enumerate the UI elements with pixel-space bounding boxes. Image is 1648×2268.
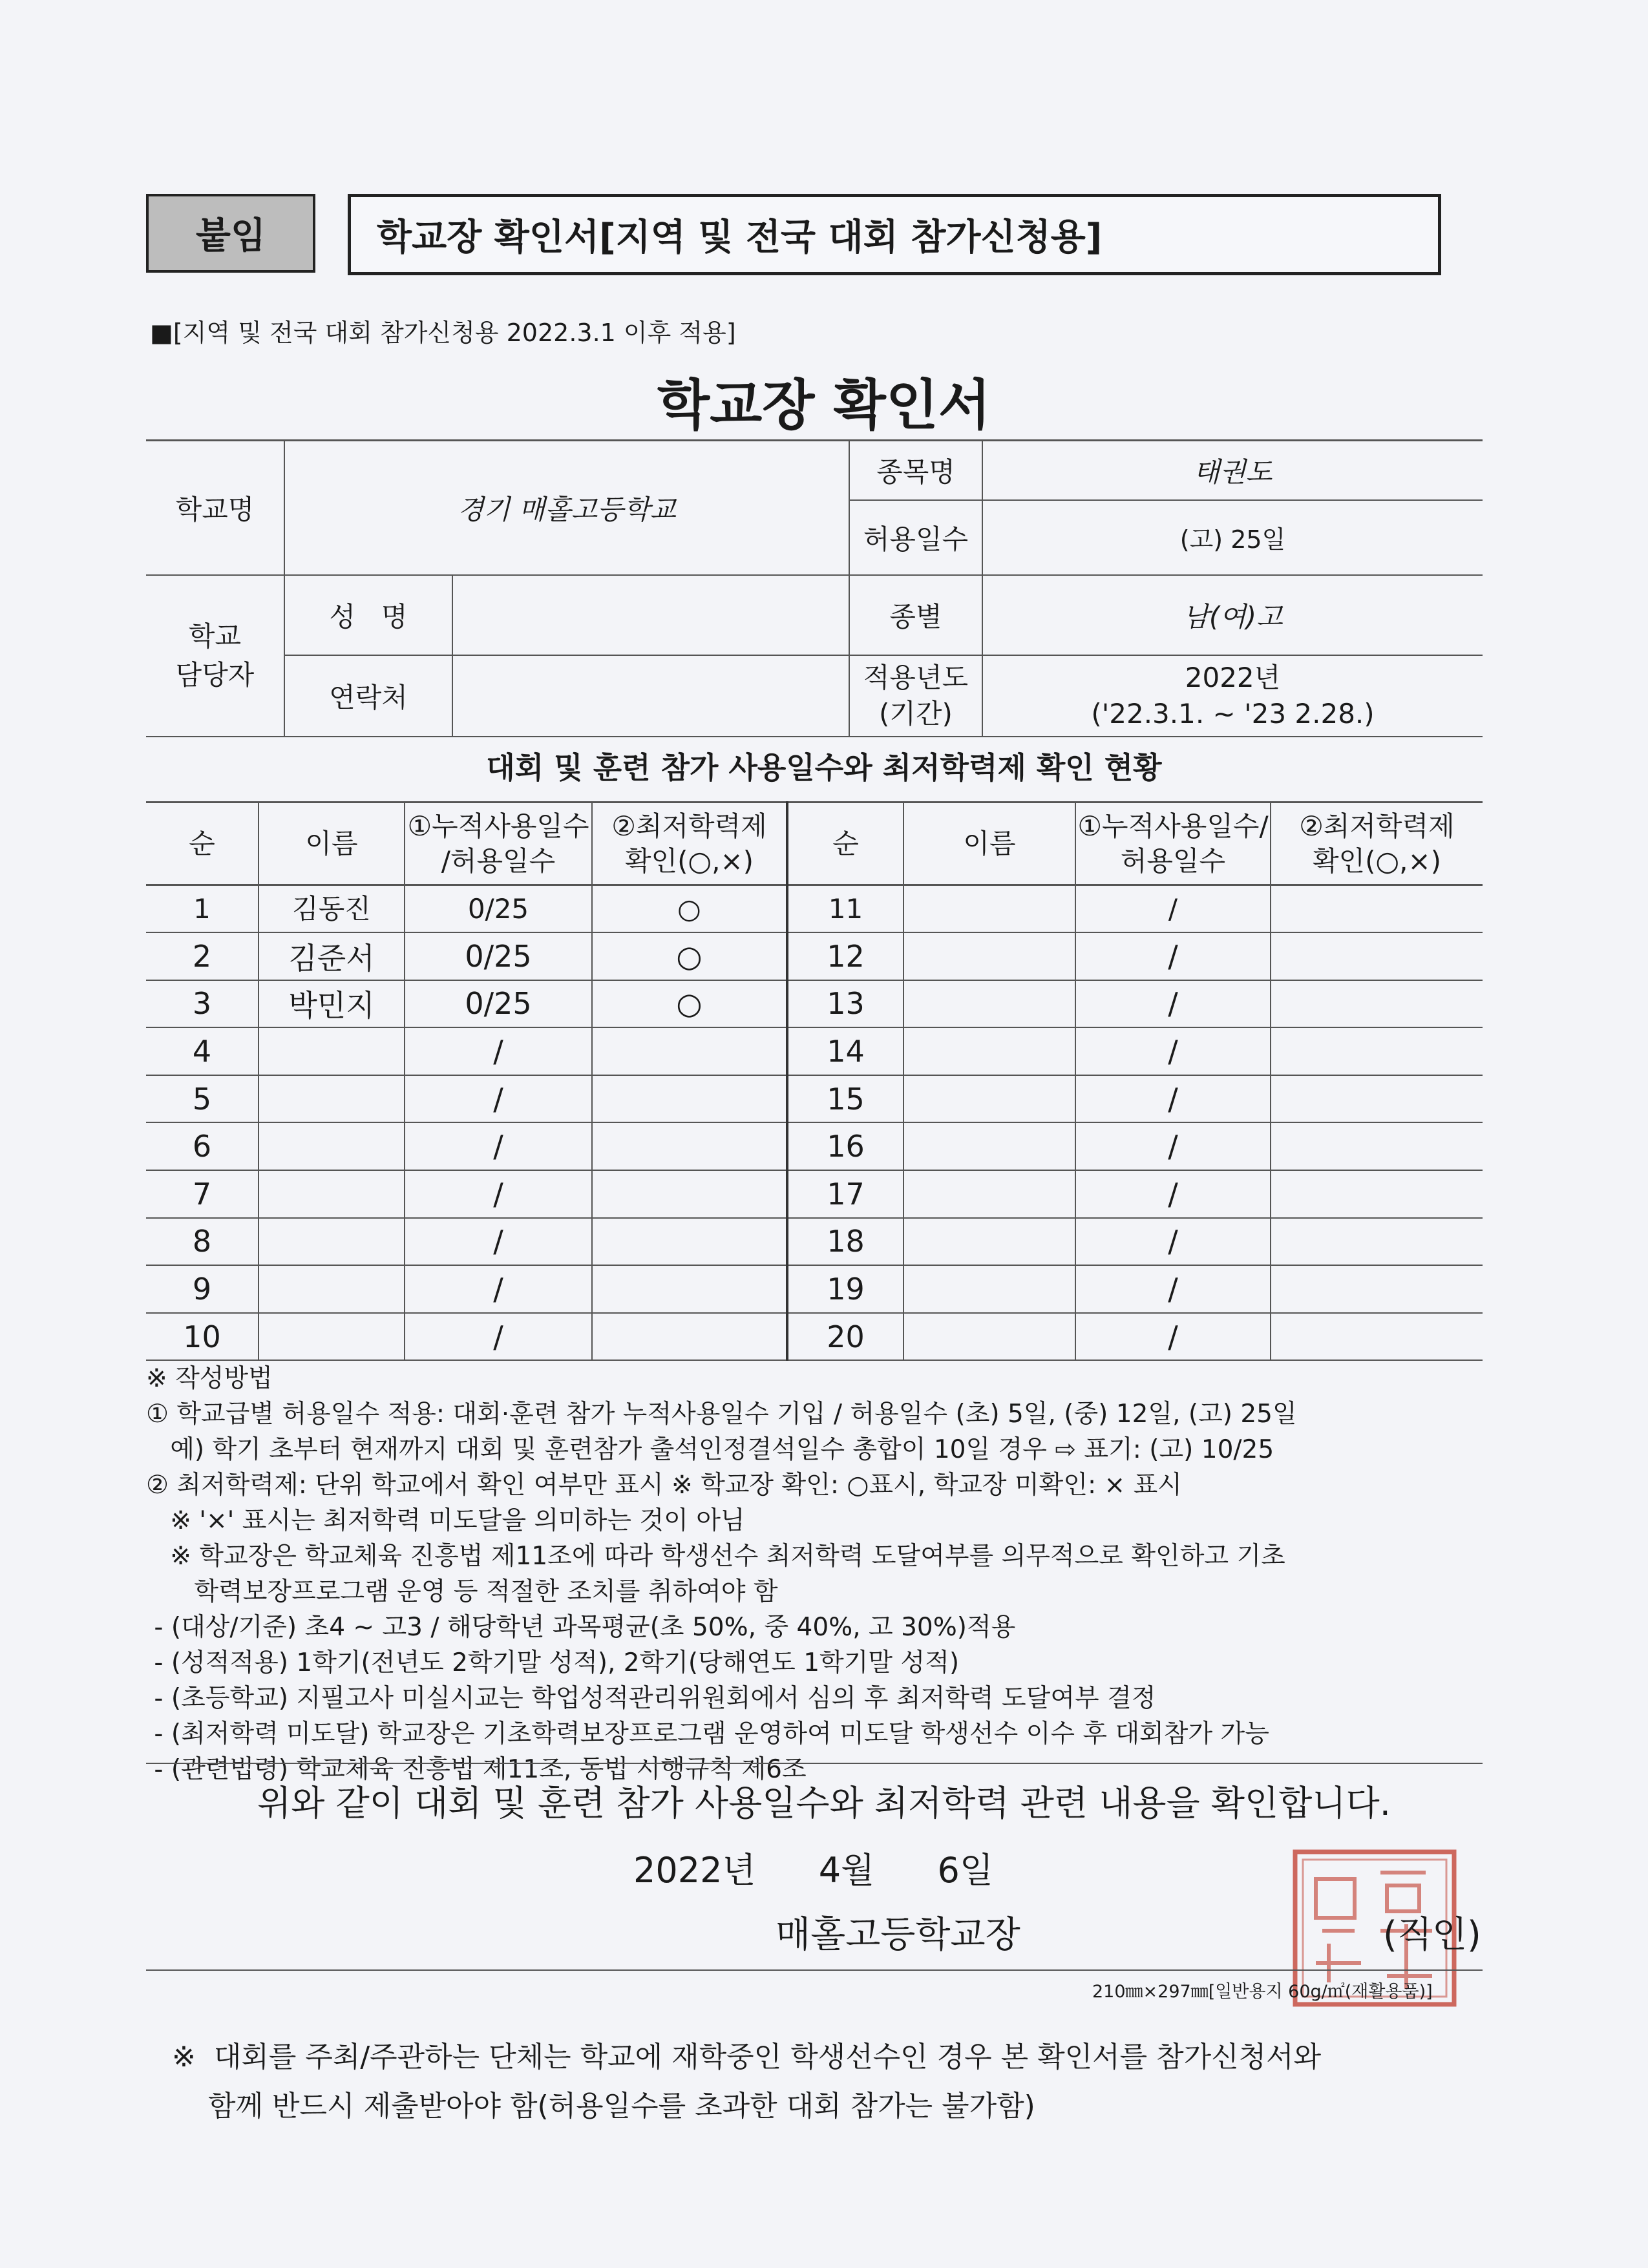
days-used-left: 0/25: [405, 980, 592, 1028]
year-value: 2022년: [1185, 661, 1281, 693]
section-title: 대회 및 훈련 참가 사용일수와 최저학력제 확인 현황: [486, 750, 1162, 785]
header-name-right: 이름: [903, 803, 1075, 885]
instruction-line: ※ 학교장은 학교체육 진흥법 제11조에 따라 학생선수 최저학력 도달여부를 의무적으로 확인하고 기초: [146, 1542, 1285, 1571]
days-used-left: /: [405, 1075, 592, 1123]
row-number-right: 14: [787, 1027, 903, 1075]
table-row: [146, 1075, 1483, 1123]
row-number-right: 18: [787, 1218, 903, 1266]
student-name-left: [259, 1122, 405, 1170]
academic-check-right: [1271, 1313, 1483, 1361]
student-name-right: [903, 1218, 1075, 1266]
table-row: [146, 1170, 1483, 1218]
table-row: [146, 980, 1483, 1028]
header-no-left: 순: [146, 803, 259, 885]
student-name-right: [903, 932, 1075, 980]
seal-label: (직인): [1383, 1914, 1481, 1956]
days-used-right: /: [1075, 1218, 1271, 1266]
days-used-right: /: [1075, 1170, 1271, 1218]
row-number-left: 9: [146, 1265, 259, 1313]
gender-label: 종별: [849, 575, 982, 655]
academic-check-right: [1271, 932, 1483, 980]
header-no-right: 순: [787, 803, 903, 885]
manager-contact-label: 연락처: [284, 655, 452, 737]
days-used-right: /: [1075, 1313, 1271, 1361]
divider-bottom: [146, 1969, 1483, 1971]
row-number-left: 4: [146, 1027, 259, 1075]
instruction-line: ① 학교급별 허용일수 적용: 대회·훈련 참가 누적사용일수 기입 / 허용일수 (초) 5일, (중) 12일, (고) 25일: [146, 1400, 1297, 1429]
days-used-left: /: [405, 1218, 592, 1266]
instruction-line: - (관련법령) 학교체육 진흥법 제11조, 동법 시행규칙 제6조: [146, 1755, 807, 1784]
table-row: [146, 1313, 1483, 1361]
student-name-right: [903, 1313, 1075, 1361]
days-used-left: 0/25: [405, 932, 592, 980]
instruction-line: - (대상/기준) 초4 ~ 고3 / 해당학년 과목평균(초 50%, 중 40%, 고 30%)적용: [146, 1613, 1016, 1642]
row-number-left: 10: [146, 1313, 259, 1361]
info-table: [146, 439, 1483, 737]
student-name-right: [903, 1027, 1075, 1075]
days-used-left: /: [405, 1265, 592, 1313]
footer-note: ※ 대회를 주최/주관하는 단체는 학교에 재학중인 학생선수인 경우 본 확인서를 참가신청서와 함께 반드시 제출받아야 함(허용일수를 초과한 대회 참가는 불가함): [172, 2041, 1322, 2123]
instruction-line: ※ '×' 표시는 최저학력 미도달을 의미하는 것이 아님: [146, 1506, 745, 1535]
row-number-right: 13: [787, 980, 903, 1028]
row-number-left: 3: [146, 980, 259, 1028]
academic-check-left: [592, 1265, 787, 1313]
confirmation-statement: 위와 같이 대회 및 훈련 참가 사용일수와 최저학력 관련 내용을 확인합니다.: [257, 1783, 1391, 1823]
school-label: 학교명: [146, 441, 284, 575]
event-value: 태권도: [982, 441, 1483, 500]
divider-top: [146, 1763, 1483, 1764]
row-number-right: 15: [787, 1075, 903, 1123]
academic-check-left: ○: [592, 932, 787, 980]
applicability-note: ■[지역 및 전국 대회 참가신청용 2022.3.1 이후 적용]: [150, 319, 736, 347]
days-used-right: /: [1075, 1122, 1271, 1170]
academic-check-left: [592, 1218, 787, 1266]
manager-name-value: [452, 575, 849, 655]
student-name-left: 김준서: [259, 932, 405, 980]
header-check-left: ②최저학력제 확인(○,×): [592, 803, 787, 885]
academic-check-right: [1271, 1075, 1483, 1123]
table-row: [146, 885, 1483, 933]
paper-spec: 210㎜×297㎜[일반용지 60g/㎡(재활용품)]: [1092, 1982, 1433, 2002]
row-number-left: 7: [146, 1170, 259, 1218]
student-name-right: [903, 1170, 1075, 1218]
row-number-right: 20: [787, 1313, 903, 1361]
period-value: ('22.3.1. ~ '23 2.28.): [1091, 697, 1375, 730]
attachment-tag: 붙임: [146, 194, 315, 273]
row-number-left: 1: [146, 885, 259, 933]
principal-name: 매홀고등학교장: [776, 1914, 1020, 1956]
academic-check-left: [592, 1075, 787, 1123]
days-used-right: /: [1075, 980, 1271, 1028]
row-number-right: 17: [787, 1170, 903, 1218]
instruction-line: - (초등학교) 지필고사 미실시교는 학업성적관리위원회에서 심의 후 최저학력 도달여부 결정: [146, 1684, 1156, 1713]
days-used-left: /: [405, 1313, 592, 1361]
academic-check-right: [1271, 885, 1483, 933]
table-row: [146, 1218, 1483, 1266]
table-row: [146, 1027, 1483, 1075]
row-number-right: 11: [787, 885, 903, 933]
instruction-line: - (성적적용) 1학기(전년도 2학기말 성적), 2학기(당해연도 1학기말 성적): [146, 1648, 960, 1677]
student-name-left: [259, 1075, 405, 1123]
manager-contact-value: [452, 655, 849, 737]
academic-check-left: [592, 1027, 787, 1075]
year-label: 적용년도 (기간): [849, 655, 982, 737]
days-used-right: /: [1075, 885, 1271, 933]
allowed-days-label: 허용일수: [849, 500, 982, 575]
row-number-right: 16: [787, 1122, 903, 1170]
student-name-right: [903, 980, 1075, 1028]
academic-check-left: [592, 1313, 787, 1361]
participation-table: [146, 801, 1483, 1361]
participation-rows: [146, 885, 1483, 1361]
instruction-line: ※ 작성방법: [146, 1364, 273, 1393]
academic-check-right: [1271, 980, 1483, 1028]
header-days-left: ①누적사용일수 /허용일수: [405, 803, 592, 885]
student-name-right: [903, 885, 1075, 933]
row-number-left: 8: [146, 1218, 259, 1266]
year-cell: [982, 655, 1483, 737]
manager-label: 학교 담당자: [146, 575, 284, 737]
table-row: [146, 932, 1483, 980]
academic-check-right: [1271, 1027, 1483, 1075]
academic-check-right: [1271, 1265, 1483, 1313]
row-number-left: 5: [146, 1075, 259, 1123]
days-used-left: /: [405, 1122, 592, 1170]
academic-check-left: ○: [592, 885, 787, 933]
student-name-left: [259, 1027, 405, 1075]
row-number-right: 19: [787, 1265, 903, 1313]
days-used-left: /: [405, 1027, 592, 1075]
event-label: 종목명: [849, 441, 982, 500]
header-name-left: 이름: [259, 803, 405, 885]
academic-check-left: ○: [592, 980, 787, 1028]
student-name-left: [259, 1170, 405, 1218]
writing-instructions: [146, 1361, 1484, 1787]
days-used-right: /: [1075, 1075, 1271, 1123]
student-name-right: [903, 1265, 1075, 1313]
school-value: 경기 매홀고등학교: [284, 441, 849, 575]
student-name-left: [259, 1313, 405, 1361]
academic-check-left: [592, 1122, 787, 1170]
student-name-right: [903, 1075, 1075, 1123]
gender-value: 남(여)고: [982, 575, 1483, 655]
row-number-left: 6: [146, 1122, 259, 1170]
row-number-left: 2: [146, 932, 259, 980]
academic-check-left: [592, 1170, 787, 1218]
student-name-left: 김동진: [259, 885, 405, 933]
date-month: 4월: [818, 1850, 875, 1891]
issue-date: [633, 1843, 1045, 1893]
manager-name-label: 성 명: [284, 575, 452, 655]
instruction-line: 예) 학기 초부터 현재까지 대회 및 훈련참가 출석인정결석일수 총합이 10일 경우 ⇨ 표기: (고) 10/25: [146, 1435, 1274, 1464]
student-name-left: 박민지: [259, 980, 405, 1028]
days-used-left: 0/25: [405, 885, 592, 933]
academic-check-right: [1271, 1218, 1483, 1266]
days-used-right: /: [1075, 1265, 1271, 1313]
days-used-right: /: [1075, 932, 1271, 980]
date-day: 6일: [937, 1850, 993, 1891]
student-name-left: [259, 1265, 405, 1313]
instruction-line: ② 최저학력제: 단위 학교에서 확인 여부만 표시 ※ 학교장 확인: ○표시, 학교장 미확인: × 표시: [146, 1471, 1182, 1500]
academic-check-right: [1271, 1122, 1483, 1170]
instruction-line: 학력보장프로그램 운영 등 적절한 조치를 취하여야 함: [146, 1577, 778, 1606]
table-row: [146, 1265, 1483, 1313]
header-check-right: ②최저학력제 확인(○,×): [1271, 803, 1483, 885]
instruction-line: - (최저학력 미도달) 학교장은 기초학력보장프로그램 운영하여 미도달 학생선수 이수 후 대회참가 가능: [146, 1719, 1269, 1748]
row-number-right: 12: [787, 932, 903, 980]
document-title: 학교장 확인서: [657, 373, 991, 437]
allowed-days-value: (고) 25일: [982, 500, 1483, 575]
days-used-right: /: [1075, 1027, 1271, 1075]
header-title: 학교장 확인서[지역 및 전국 대회 참가신청용]: [377, 216, 1103, 258]
header-title-box: [348, 194, 1441, 275]
header-days-right: ①누적사용일수/ 허용일수: [1075, 803, 1271, 885]
academic-check-right: [1271, 1170, 1483, 1218]
student-name-left: [259, 1218, 405, 1266]
days-used-left: /: [405, 1170, 592, 1218]
student-name-right: [903, 1122, 1075, 1170]
date-year: 2022년: [633, 1850, 756, 1891]
table-row: [146, 1122, 1483, 1170]
